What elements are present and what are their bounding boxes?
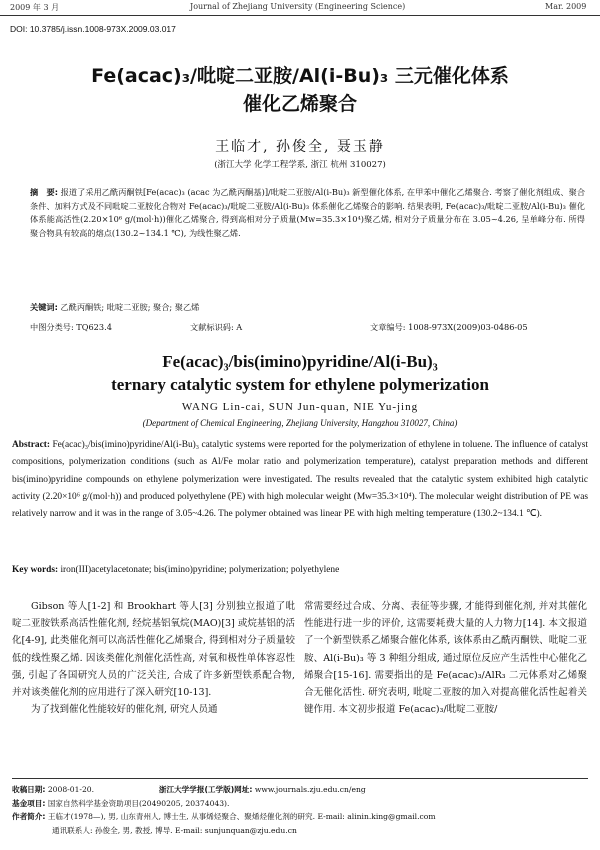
abstract-cn: [30, 186, 585, 240]
abstract-en-label: Abstract:: [12, 440, 51, 450]
body-column-right: [304, 598, 587, 718]
article-number: 文章编号: 1008-973X(2009)03-0486-05: [370, 322, 528, 332]
fund-label: 基金项目:: [12, 798, 46, 808]
abstract-cn-label: 摘 要:: [30, 187, 58, 197]
keywords-cn: [30, 302, 585, 313]
title-en: [0, 350, 600, 396]
authors-en: WANG Lin-cai, SUN Jun-quan, NIE Yu-jing: [181, 401, 419, 413]
abstract-cn-text: 报道了采用乙酰丙酮铁[Fe(acac)₃ (acac 为乙酰丙酮基)]/吡啶二亚胺/Al(i-Bu)₃ 新型催化体系, 在甲苯中催化乙烯聚合. 考察了催化剂组成、聚合条件、加料方式及不同吡啶二亚胺化合物对 Fe(acac)₃/吡啶二亚胺/Al(i-Bu)₃ 体系催化乙烯聚合的影响. 结果表明, Fe(acac)₃/吡啶二亚胺/Al(i-Bu)₃ 催化体系能高活性(2.20×10⁶ g/(mol·h))催化乙烯聚合, 得到高相对分子质量(Mw=35.3×10⁴)聚乙烯, 相对分子质量分布在 3.05~4.26, 呈单峰分布. 所得聚合物具有较高的熔点(130.2~134.1 ℃), 为线性聚乙烯.: [30, 187, 586, 238]
title-en-line1: Fe(acac)₃/bis(imino)pyridine/Al(i-Bu)₃: [162, 352, 438, 371]
abstract-en-text: Fe(acac)₃/bis(imino)pyridine/Al(i-Bu)₃ catalytic systems were reported for the polymerization of ethylene in toluene. The influence of catalyst compositions, polymerization conditions (such as Al/Fe molar ratio and polymerization temperature), catalyst preparation methods and different bis(imino)pyridine compounds on ethylene polymerization were investigated. The results revealed that the catalytic system exhibited high catalytic activity (2.20×10⁶ g/(mol·h)) and produced polyethylene (PE) with high molecular weight (Mw=35.3×10⁴). The molecular weight distribution of PE was relatively narrow and it was in the range of 3.05~4.26. The polymer obtained was linear PE with high melting temperature (130.2~134.1 ℃).: [12, 440, 588, 520]
header-date: 2009 年 3 月: [10, 3, 60, 12]
running-header: [0, 0, 600, 16]
affiliation-en: (Department of Chemical Engineering, Zhejiang University, Hangzhou 310027, China): [142, 418, 458, 428]
received-date: 2008-01-20.: [47, 785, 95, 794]
footnote-fund-line: [12, 797, 588, 811]
doi: DOI: 10.3785/j.issn.1008-973X.2009.03.017: [10, 24, 176, 34]
header-journal: Journal of Zhejiang University (Engineering Science): [190, 2, 406, 11]
title-cn-line1: Fe(acac)₃/吡啶二亚胺/Al(i-Bu)₃ 三元催化体系: [91, 65, 509, 87]
header-date-en: Mar. 2009: [545, 2, 587, 11]
footnote-received-line: [12, 783, 588, 797]
journal-web-label: 浙江大学学报(工学版)网址:: [158, 785, 253, 794]
author-info-text: 王临才(1978—), 男, 山东青州人, 博士生, 从事烯烃聚合、聚烯烃催化剂的研究. E-mail: alinin.king@gmail.com: [47, 812, 436, 821]
body-left-paragraph-2: 为了找到催化性能较好的催化剂, 研究人员通: [31, 704, 218, 716]
keywords-cn-label: 关键词:: [30, 302, 58, 312]
authors-cn: 王临才, 孙俊全, 聂玉静: [215, 139, 385, 155]
body-left-paragraph-1: Gibson 等人[1-2] 和 Brookhart 等人[3] 分别独立报道了吡啶二亚胺铁系高活性催化剂, 经烷基铝氧烷(MAO)[3] 或烷基铝的活化[4-9], 此类催化剂可以高活性催化乙烯聚合, 得到相对分子质量较低的线性聚乙烯. 因该类催化剂催化活性高, 对氧和极性单体容忍性强, 引起了各国研究人员的广泛关注, 合成了许多新型铁系配合物, 并对该类催化剂的应用进行了深入研究[10-13].: [12, 601, 295, 699]
keywords-en: [12, 565, 588, 575]
body-right-paragraph-1: 常需要经过合成、分离、表征等步骤, 才能得到催化剂, 并对其催化性能进行进一步的评价, 这需要耗费大量的人力物力[14]. 本文报道了一个新型铁系乙烯聚合催化体系, 该体系由乙酰丙酮铁、吡啶二亚胺、Al(i-Bu)₃ 等 3 种组分组成, 通过原位反应产生活性中心催化乙烯聚合[15-16]. 需要指出的是 Fe(acac)₃/AlR₃ 二元体系对乙烯聚合无催化活性. 研究表明, 吡啶二亚胺的加入对提高催化活性起着关键作用. 本文初步报道 Fe(acac)₃/吡啶二亚胺/: [304, 601, 587, 716]
fund-text: 国家自然科学基金资助项目(20490205, 20374043).: [47, 798, 230, 808]
body-column-left: [12, 598, 295, 718]
clc-number: 中图分类号: TQ623.4: [30, 322, 112, 332]
title-en-line2: ternary catalytic system for ethylene polymerization: [111, 375, 489, 394]
affiliation-cn: (浙江大学 化学工程学系, 浙江 杭州 310027): [214, 160, 386, 170]
footnote-block: [12, 778, 588, 837]
author-info-label: 作者简介:: [12, 812, 46, 821]
keywords-en-label: Key words:: [12, 565, 59, 575]
document-code: 文献标识码: A: [190, 322, 243, 332]
abstract-en: [12, 437, 588, 523]
journal-web-link[interactable]: www.journals.zju.edu.cn/eng: [254, 785, 366, 794]
keywords-en-text: iron(III)acetylacetonate; bis(imino)pyridine; polymerization; polyethylene: [60, 565, 340, 575]
title-cn-line2: 催化乙烯聚合: [242, 93, 357, 115]
title-cn: [0, 62, 600, 118]
footnote-author-line: [12, 810, 588, 824]
received-label: 收稿日期:: [12, 785, 46, 794]
keywords-cn-text: 乙酰丙酮铁; 吡啶二亚胺; 聚合; 聚乙烯: [60, 302, 200, 312]
contact-line: 通讯联系人: 孙俊全, 男, 教授, 博导. E-mail: sunjunquan@zju.edu.cn: [52, 825, 297, 835]
